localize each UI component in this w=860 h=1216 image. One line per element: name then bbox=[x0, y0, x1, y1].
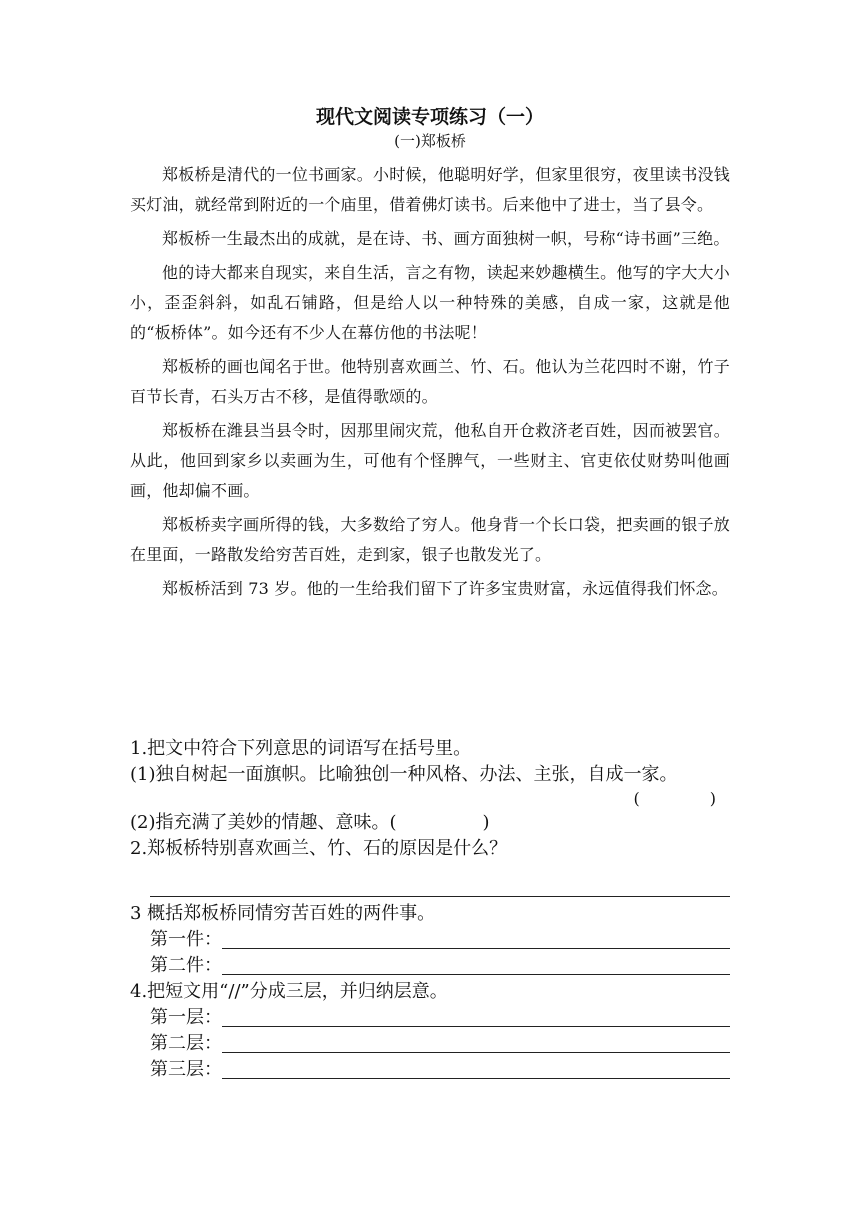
question-1-part-2 bbox=[130, 810, 730, 836]
label-third-layer: 第三层： bbox=[150, 1059, 222, 1080]
question-2: 2.郑板桥特别喜欢画兰、竹、石的原因是什么？ bbox=[130, 838, 508, 859]
bracket-blank[interactable] bbox=[640, 788, 710, 810]
answer-line-q4-first[interactable] bbox=[222, 1006, 730, 1027]
question-1-part-2-text: (2)指充满了美妙的情趣、意味。( bbox=[130, 812, 397, 833]
answer-line-q4-third[interactable] bbox=[222, 1058, 730, 1079]
passage-paragraph-2: 郑板桥一生最杰出的成就，是在诗、书、画方面独树一帜，号称“诗书画”三绝。 bbox=[162, 229, 730, 248]
passage-paragraph-5: 郑板桥在潍县当县令时，因那里闹灾荒，他私自开仓救济老百姓，因而被罢官。从此，他回到家乡以卖画为生，可他有个怪脾气，一些财主、官吏依仗财势叫他画画，他却偏不画。 bbox=[130, 421, 730, 500]
answer-row-q3-second[interactable] bbox=[150, 953, 730, 979]
question-1: 1.把文中符合下列意思的词语写在括号里。 bbox=[130, 738, 472, 759]
passage-paragraph-7: 郑板桥活到 73 岁。他的一生给我们留下了许多宝贵财富，永远值得我们怀念。 bbox=[162, 579, 728, 598]
label-second-item: 第二件： bbox=[150, 955, 222, 976]
passage-paragraph-1: 郑板桥是清代的一位书画家。小时候，他聪明好学，但家里很穷，夜里读书没钱买灯油，就经常到附近的一个庙里，借着佛灯读书。后来他中了进士，当了县令。 bbox=[130, 165, 730, 214]
label-first-item: 第一件： bbox=[150, 929, 222, 950]
answer-row-q3-first[interactable] bbox=[150, 927, 730, 953]
passage-paragraph-3: 他的诗大都来自现实，来自生活，言之有物，读起来妙趣横生。他写的字大大小小，歪歪斜斜，如乱石铺路，但是给人以一种特殊的美感，自成一家，这就是他的“板桥体”。如今还有不少人在幕仿他的书法呢！ bbox=[130, 263, 730, 342]
answer-line-q4-second[interactable] bbox=[222, 1032, 730, 1053]
answer-bracket-1[interactable] bbox=[130, 788, 730, 810]
question-1-part-1: (1)独自树起一面旗帜。比喻独创一种风格、办法、主张，自成一家。 bbox=[130, 764, 678, 785]
question-3: 3 概括郑板桥同情穷苦百姓的两件事。 bbox=[130, 903, 436, 924]
answer-line-q3-second[interactable] bbox=[222, 954, 730, 975]
passage-paragraph-6: 郑板桥卖字画所得的钱，大多数给了穷人。他身背一个长口袋，把卖画的银子放在里面，一路散发给穷苦百姓，走到家，银子也散发光了。 bbox=[130, 515, 730, 564]
passage-title: (一)郑板桥 bbox=[394, 132, 466, 150]
answer-line-q2[interactable] bbox=[150, 874, 730, 897]
bracket-open: ( bbox=[633, 789, 640, 808]
reading-passage bbox=[130, 160, 730, 608]
label-first-layer: 第一层： bbox=[150, 1007, 222, 1028]
answer-row-q4-second[interactable] bbox=[150, 1031, 730, 1057]
answer-row-q4-first[interactable] bbox=[150, 1005, 730, 1031]
bracket-close: ) bbox=[709, 789, 716, 808]
question-section bbox=[130, 736, 730, 1083]
bracket-close-2: ) bbox=[482, 812, 490, 833]
page-title: 现代文阅读专项练习（一） bbox=[315, 106, 544, 128]
label-second-layer: 第二层： bbox=[150, 1033, 222, 1054]
passage-paragraph-4: 郑板桥的画也闻名于世。他特别喜欢画兰、竹、石。他认为兰花四时不谢，竹子百节长青，石头万古不移，是值得歌颂的。 bbox=[130, 357, 730, 406]
answer-row-q4-third[interactable] bbox=[150, 1057, 730, 1083]
question-4: 4.把短文用“//”分成三层，并归纳层意。 bbox=[130, 981, 448, 1002]
answer-line-q3-first[interactable] bbox=[222, 928, 730, 949]
